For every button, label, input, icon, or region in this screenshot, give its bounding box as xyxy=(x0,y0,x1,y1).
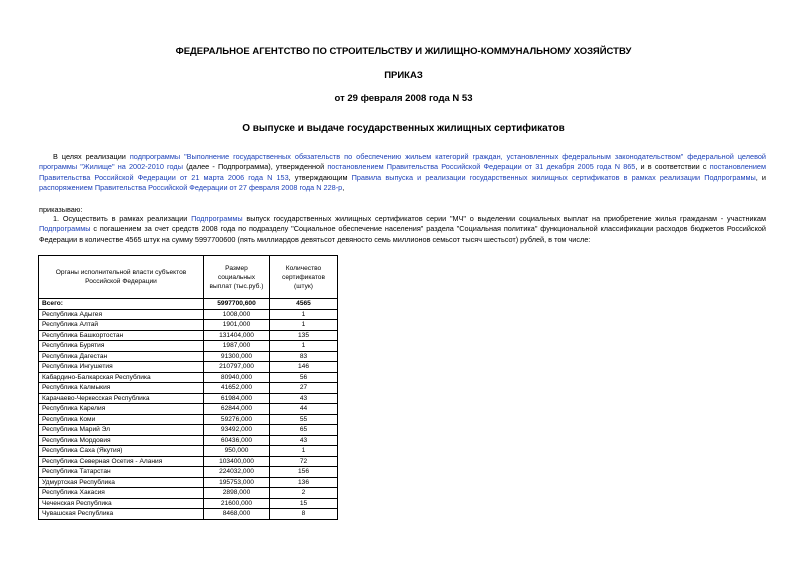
intro-text-2: (далее - Подпрограмма), утвержденной xyxy=(182,162,328,172)
cell-region: Республика Калмыкия xyxy=(39,383,204,394)
cell-region: Республика Северная Осетия - Алания xyxy=(39,456,204,467)
table-row xyxy=(39,320,338,331)
cell-region: Республика Башкортостан xyxy=(39,330,204,341)
cell-region: Республика Марий Эл xyxy=(39,425,204,436)
cell-count: 65 xyxy=(270,425,338,436)
cell-amount: 8468,000 xyxy=(204,509,270,520)
cell-amount: 91300,000 xyxy=(204,351,270,362)
table-row xyxy=(39,488,338,499)
cell-amount: 61984,000 xyxy=(204,393,270,404)
table-row xyxy=(39,404,338,415)
table-row xyxy=(39,372,338,383)
order-word: приказываю: xyxy=(39,205,83,214)
table-row xyxy=(39,467,338,478)
cell-region: Республика Бурятия xyxy=(39,341,204,352)
cell-region: Республика Татарстан xyxy=(39,467,204,478)
cell-region: Республика Алтай xyxy=(39,320,204,331)
item1-text-1: 1. Осуществить в рамках реализации xyxy=(53,214,192,223)
link-subprogram-item1[interactable]: Подпрограммы xyxy=(191,214,243,223)
cell-region: Республика Ингушетия xyxy=(39,362,204,373)
table-row xyxy=(39,456,338,467)
cell-count: 1 xyxy=(270,320,338,331)
cell-region: Республика Коми xyxy=(39,414,204,425)
table-row xyxy=(39,425,338,436)
cell-amount: 1008,000 xyxy=(204,309,270,320)
intro-paragraph xyxy=(39,152,766,194)
cell-region: Чувашская Республика xyxy=(39,509,204,520)
table-row xyxy=(39,341,338,352)
table-row xyxy=(39,435,338,446)
item1-text-3: с погашением за счет средств 2008 года по подразделу "Социальное обеспечение населения" раздела "Социальная политика" функциональной классификации расходов бюджетов Российской Федерации в количестве 4565 штук на сумму 5997700600 (пять миллиардов девятьсот девяносто семь миллионов семьсот тысяч шестьсот) рублей, в том числе: xyxy=(39,224,766,244)
link-subprogram[interactable]: подпрограммы "Выполнение государственных обязательств по обеспечению жильем категорий граждан, установленных федеральным законодательством" федеральной целевой программы "Жилище" на 2002-2010 годы xyxy=(39,152,766,172)
cell-amount: 93492,000 xyxy=(204,425,270,436)
table-row xyxy=(39,509,338,520)
cell-amount: 224032,000 xyxy=(204,467,270,478)
cell-amount: 210797,000 xyxy=(204,362,270,373)
cell-count: 1 xyxy=(270,341,338,352)
cell-count: 15 xyxy=(270,498,338,509)
table-row xyxy=(39,383,338,394)
cell-count: 146 xyxy=(270,362,338,373)
cell-count: 136 xyxy=(270,477,338,488)
item-1-paragraph xyxy=(39,214,766,245)
cell-region: Республика Саха (Якутия) xyxy=(39,446,204,457)
cell-count: 56 xyxy=(270,372,338,383)
cell-count: 1 xyxy=(270,446,338,457)
table-row xyxy=(39,446,338,457)
cell-region: Республика Карелия xyxy=(39,404,204,415)
cell-amount: 950,000 xyxy=(204,446,270,457)
cell-count: 55 xyxy=(270,414,338,425)
cell-region: Республика Мордовия xyxy=(39,435,204,446)
intro-text-6: , xyxy=(342,183,345,193)
item1-text-2: выпуск государственных жилищных сертификатов серии "МЧ" о выделении социальных выплат на приобретение жилья гражданам - участникам xyxy=(242,214,766,223)
cell-count: 156 xyxy=(270,467,338,478)
cell-amount: 21600,000 xyxy=(204,498,270,509)
cell-amount: 59276,000 xyxy=(204,414,270,425)
cell-region: Республика Хакасия xyxy=(39,488,204,499)
cell-region: Всего: xyxy=(39,299,204,310)
cell-count: 43 xyxy=(270,435,338,446)
certificates-table xyxy=(38,255,338,520)
link-rules[interactable]: Правила выпуска и реализации государственных жилищных сертификатов в рамках реализации Подпрограммы xyxy=(351,172,756,182)
cell-region: Республика Адыгея xyxy=(39,309,204,320)
agency-name: ФЕДЕРАЛЬНОЕ АГЕНТСТВО ПО СТРОИТЕЛЬСТВУ И ЖИЛИЩНО-КОММУНАЛЬНОМУ ХОЗЯЙСТВУ xyxy=(175,46,632,57)
cell-count: 72 xyxy=(270,456,338,467)
link-resolution-865[interactable]: постановлением Правительства Российской Федерации от 31 декабря 2005 года N 865 xyxy=(327,162,636,172)
cell-amount: 5997700,600 xyxy=(204,299,270,310)
intro-text-5: , и xyxy=(755,172,766,182)
header-payment-size: Размер социальных выплат (тыс.руб.) xyxy=(204,256,270,299)
cell-region: Карачаево-Черкесская Республика xyxy=(39,393,204,404)
cell-region: Чеченская Республика xyxy=(39,498,204,509)
cell-amount: 1987,000 xyxy=(204,341,270,352)
cell-count: 8 xyxy=(270,509,338,520)
cell-count: 27 xyxy=(270,383,338,394)
document-date-number: от 29 февраля 2008 года N 53 xyxy=(334,93,473,104)
cell-count: 43 xyxy=(270,393,338,404)
table-row xyxy=(39,393,338,404)
cell-region: Удмуртская Республика xyxy=(39,477,204,488)
cell-amount: 41652,000 xyxy=(204,383,270,394)
table-header-row xyxy=(39,256,338,299)
cell-count: 1 xyxy=(270,309,338,320)
cell-amount: 131404,000 xyxy=(204,330,270,341)
table-row xyxy=(39,477,338,488)
header-certificate-count: Количество сертификатов (штук) xyxy=(270,256,338,299)
cell-region: Кабардино-Балкарская Республика xyxy=(39,372,204,383)
intro-text-4: , утверждающим xyxy=(288,172,352,182)
cell-amount: 62844,000 xyxy=(204,404,270,415)
cell-amount: 195753,000 xyxy=(204,477,270,488)
document-title: О выпуске и выдаче государственных жилищных сертификатов xyxy=(242,123,565,134)
table-row xyxy=(39,362,338,373)
table-row xyxy=(39,309,338,320)
cell-amount: 60436,000 xyxy=(204,435,270,446)
cell-amount: 1901,000 xyxy=(204,320,270,331)
cell-count: 135 xyxy=(270,330,338,341)
cell-count: 83 xyxy=(270,351,338,362)
cell-count: 44 xyxy=(270,404,338,415)
link-decree-228[interactable]: распоряжением Правительства Российской Федерации от 27 февраля 2008 года N 228-р xyxy=(39,183,343,193)
cell-region: Республика Дагестан xyxy=(39,351,204,362)
cell-amount: 80940,000 xyxy=(204,372,270,383)
table-row xyxy=(39,330,338,341)
intro-text-1: В целях реализации xyxy=(53,152,130,161)
link-subprogram-item1-b[interactable]: Подпрограммы xyxy=(39,224,91,234)
table-row xyxy=(39,414,338,425)
table-row-total xyxy=(39,299,338,310)
header-authorities: Органы исполнительной власти субъектов Российской Федерации xyxy=(39,256,204,299)
link-resolution-153[interactable]: постановлением Правительства Российской Федерации от 21 марта 2006 года N 153 xyxy=(39,162,766,182)
table-row xyxy=(39,351,338,362)
table-row xyxy=(39,498,338,509)
cell-amount: 103400,000 xyxy=(204,456,270,467)
intro-text-3: , и в соответствии с xyxy=(635,162,710,172)
document-type: ПРИКАЗ xyxy=(384,70,423,81)
cell-count: 4565 xyxy=(270,299,338,310)
cell-amount: 2898,000 xyxy=(204,488,270,499)
cell-count: 2 xyxy=(270,488,338,499)
